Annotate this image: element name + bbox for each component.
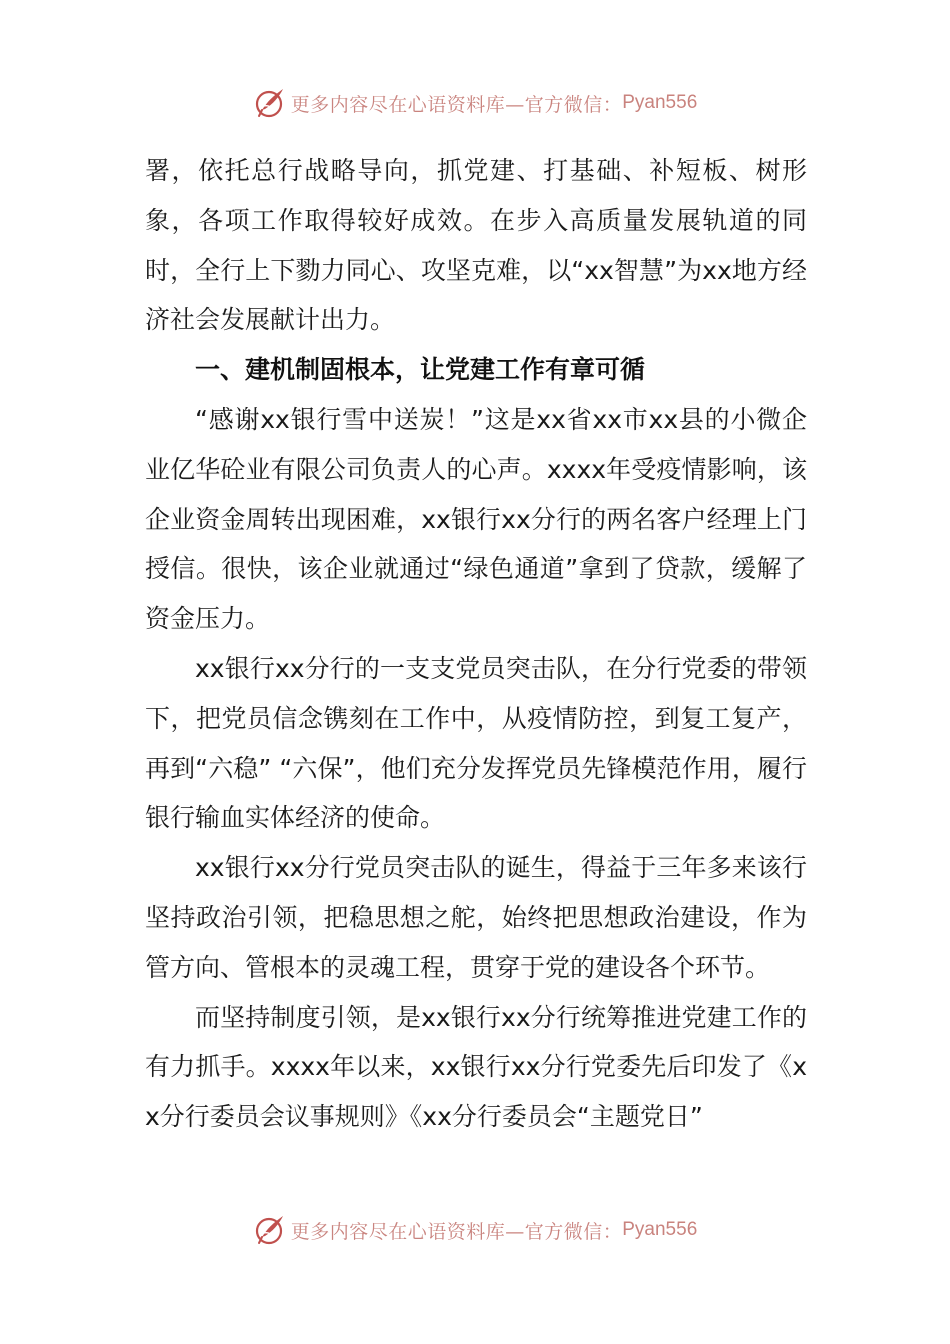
paragraph-intro: 署，依托总行战略导向，抓党建、打基础、补短板、树形象，各项工作取得较好成效。在步入高质量发展轨道的同时，全行上下勠力同心、攻坚克难，以“xx智慧”为xx地方经济社会发展献计出力。 [145, 156, 807, 335]
section-heading: 一、建机制固根本，让党建工作有章可循 [195, 355, 646, 385]
banner-wechat-id: Pyan556 [622, 1219, 698, 1240]
paragraph: xx银行xx分行党员突击队的诞生，得益于三年多来该行坚持政治引领，把稳思想之舵，始终把思想政治建设，作为管方向、管根本的灵魂工程，贯穿于党的建设各个环节。 [145, 853, 807, 982]
document-body [145, 146, 807, 1142]
paragraph: xx银行xx分行的一支支党员突击队，在分行党委的带领下，把党员信念镌刻在工作中，从疫情防控，到复工复产，再到“六稳” “六保”，他们充分发挥党员先锋模范作用，履行银行输血实体经济的使命。 [145, 653, 807, 833]
footer-banner [0, 1210, 950, 1250]
banner-slogan: 更多内容尽在心语资料库—官方微信： [290, 93, 623, 116]
header-banner [0, 83, 950, 123]
quill-logo-icon [253, 1213, 287, 1247]
paragraph: 而坚持制度引领，是xx银行xx分行统筹推进党建工作的有力抓手。xxxx年以来，xx银行xx分行党委先后印发了《xx分行委员会议事规则》《xx分行委员会“主题党日” [145, 1002, 807, 1132]
quill-logo-icon [253, 86, 287, 120]
banner-slogan: 更多内容尽在心语资料库—官方微信： [290, 1220, 623, 1243]
paragraph: “感谢xx银行雪中送炭！”这是xx省xx市xx县的小微企业亿华砼业有限公司负责人的心声。xxxx年受疫情影响，该企业资金周转出现困难，xx银行xx分行的两名客户经理上门授信。很快，该企业就通过“绿色通道”拿到了贷款，缓解了资金压力。 [145, 404, 807, 634]
banner-wechat-id: Pyan556 [622, 92, 698, 113]
